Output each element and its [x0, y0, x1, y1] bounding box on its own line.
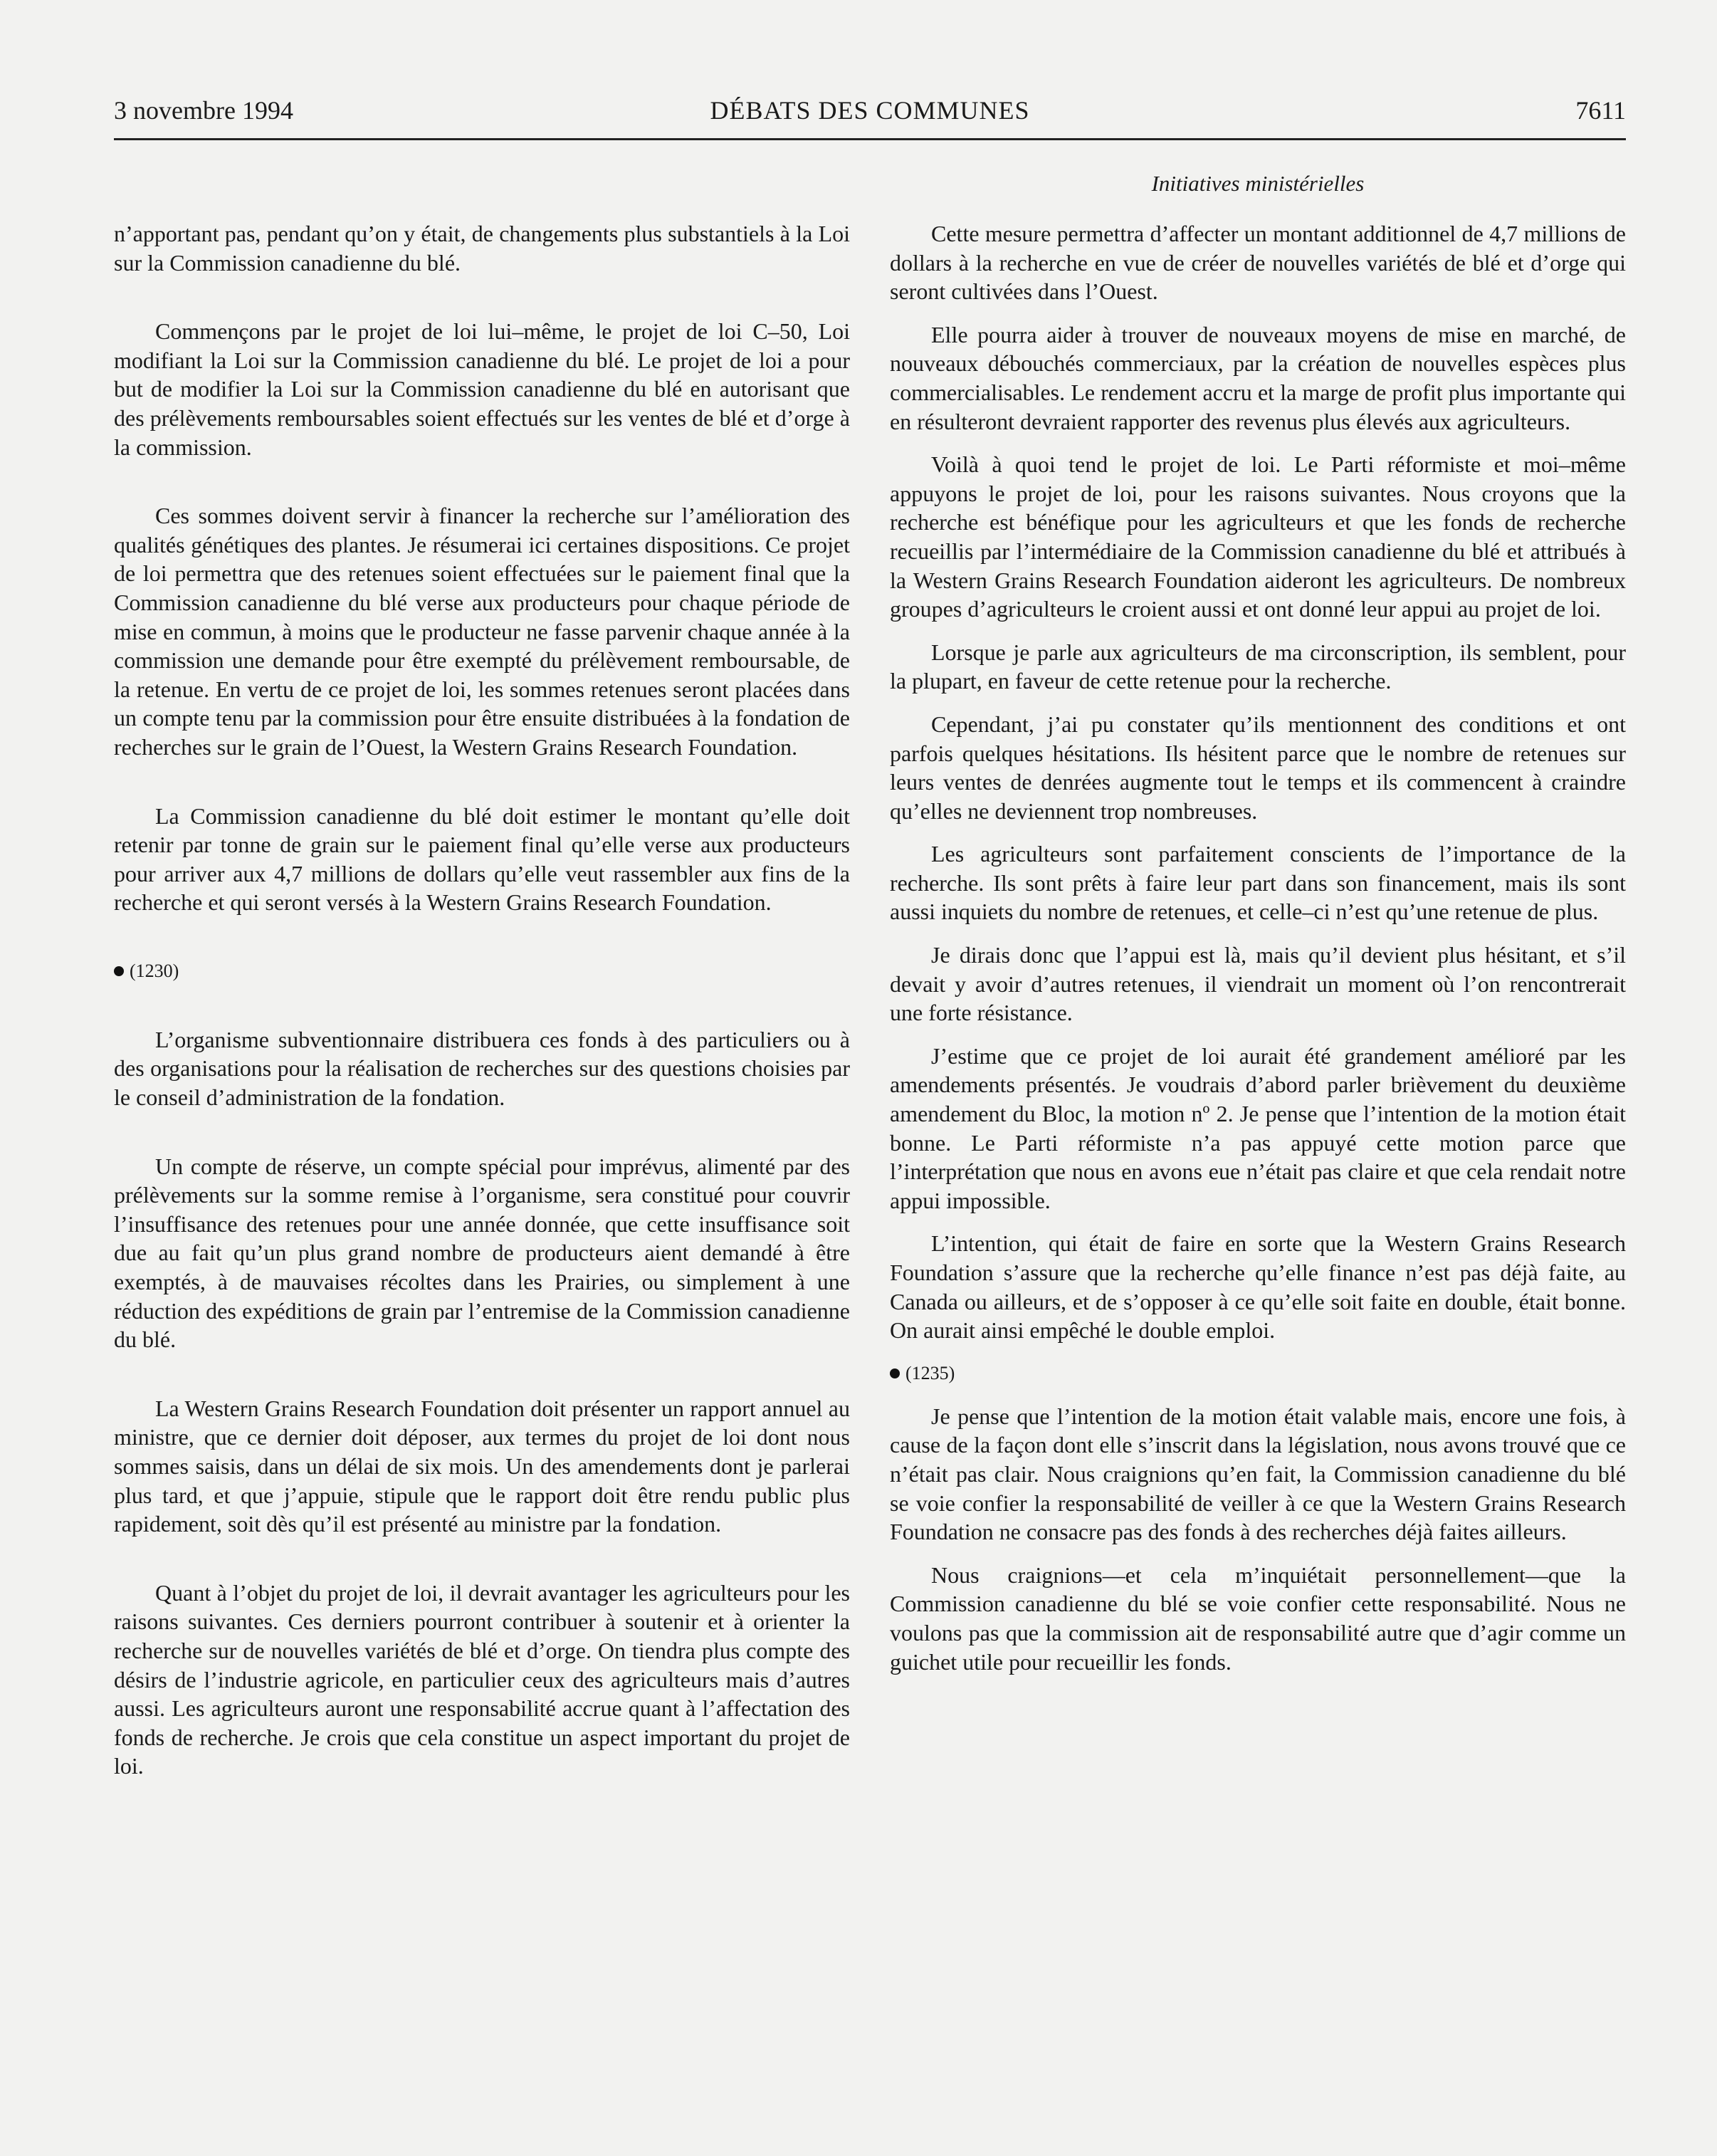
paragraph: Cependant, j’ai pu constater qu’ils mentionnent des conditions et ont parfois quelques hésitations. Ils hésitent parce que le nombre de retenues sur leurs ventes de denrées augmente tout le temps et ils commencent à craindre qu’elles ne deviennent trop nombreuses. — [890, 711, 1626, 824]
timestamp-marker — [114, 957, 850, 985]
paragraph: Je pense que l’intention de la motion était valable mais, encore une fois, à cause de la façon dont elle s’inscrit dans la législation, nous avons trouvé que ce n’était pas clair. Nous craignions qu’en fait, la Commission canadienne du blé se voie confier la responsabilité de veiller à ce que la Western Grains Research Foundation ne consacre pas des fonds à des recherches déjà faites ailleurs. — [890, 1403, 1626, 1545]
paragraph: Les agriculteurs sont parfaitement conscients de l’importance de la recherche. Ils sont prêts à faire leur part dans son financement, mais ils sont aussi inquiets du nombre de retenues, et celle–ci n’est qu’une retenue de plus. — [890, 841, 1626, 925]
right-column — [890, 219, 1626, 1690]
header-title: DÉBATS DES COMMUNES — [710, 96, 1030, 125]
paragraph: Elle pourra aider à trouver de nouveaux moyens de mise en marché, de nouveaux débouchés commerciaux, par la création de nouvelles espèces plus commercialisables. Le rendement accru et la marge de profit plus importante qui en résulteront devraient rapporter des revenus plus élevés aux agriculteurs. — [890, 321, 1626, 434]
timestamp-text: (1235) — [905, 1362, 955, 1383]
timestamp-marker — [890, 1359, 1626, 1388]
paragraph: n’apportant pas, pendant qu’on y était, de changements plus substantiels à la Loi sur la Commission canadienne du blé. — [114, 221, 850, 276]
left-column — [114, 219, 850, 1821]
header-rule — [114, 138, 1626, 140]
paragraph: J’estime que ce projet de loi aurait été grandement amélioré par les amendements présentés. Je voudrais d’abord parler brièvement du deuxième amendement du Bloc, la motion nº 2. Je pense que l’intention de la motion était bonne. Le Parti réformiste n’a pas appuyé cette motion parce que l’interprétation que nous en avons eue n’était pas claire et que cela rendait notre appui impossible. — [890, 1042, 1626, 1213]
section-label: Initiatives ministérielles — [1151, 171, 1365, 196]
paragraph: La Commission canadienne du blé doit estimer le montant qu’elle doit retenir par tonne de grain sur le paiement final qu’elle verse aux producteurs pour arriver aux 4,7 millions de dollars qu’elle veut rassembler aux fins de la recherche et qui seront versés à la Western Grains Research Foundation. — [114, 802, 850, 916]
paragraph: L’intention, qui était de faire en sorte que la Western Grains Research Foundation s’assure que la recherche qu’elle finance n’est pas déjà faite, au Canada ou ailleurs, et de s’opposer à ce qu’elle soit faite en double, était bonne. On aurait ainsi empêché le double emploi. — [890, 1230, 1626, 1344]
paragraph: Nous craignions—et cela m’inquiétait personnellement—que la Commission canadienne du blé se voie confier cette responsabilité. Nous ne voulons pas que la commission ait de responsabilité autre que d’agir comme un guichet utile pour recueillir les fonds. — [890, 1561, 1626, 1675]
paragraph: Cette mesure permettra d’affecter un montant additionnel de 4,7 millions de dollars à la recherche en vue de créer de nouvelles variétés de blé et d’orge qui seront cultivées dans l’Ouest. — [890, 221, 1626, 305]
paragraph: Commençons par le projet de loi lui–même, le projet de loi C–50, Loi modifiant la Loi sur la Commission canadienne du blé. Le projet de loi a pour but de modifier la Loi sur la Commission canadienne du blé en autorisant que des prélèvements remboursables soient effectués sur les ventes de blé et d’orge à la commission. — [114, 318, 850, 460]
page-number: 7611 — [1575, 96, 1626, 125]
bullet-icon — [114, 966, 124, 976]
paragraph: Je dirais donc que l’appui est là, mais qu’il devient plus hésitant, et s’il devait y avoir d’autres retenues, il viendrait un moment où l’on rencontrerait une forte résistance. — [890, 942, 1626, 1026]
paragraph: Voilà à quoi tend le projet de loi. Le Parti réformiste et moi–même appuyons le projet de loi, pour les raisons suivantes. Nous croyons que la recherche est bénéfique pour les agriculteurs et que les fonds de recherche recueillis par l’intermédiaire de la Commission canadienne du blé et attribués à la Western Grains Research Foundation aideront les agriculteurs. De nombreux groupes d’agriculteurs le croient aussi et ont donné leur appui au projet de loi. — [890, 451, 1626, 622]
timestamp-text: (1230) — [130, 960, 179, 981]
bullet-icon — [890, 1369, 900, 1378]
paragraph: La Western Grains Research Foundation doit présenter un rapport annuel au ministre, que ce dernier doit déposer, aux termes du projet de loi dont nous sommes saisis, dans un délai de six mois. Un des amendements dont je parlerai plus tard, et que j’appuie, stipule que le rapport doit être rendu public plus rapidement, soit dès qu’il est présenté au ministre par la fondation. — [114, 1395, 850, 1537]
paragraph: Ces sommes doivent servir à financer la recherche sur l’amélioration des qualités génétiques des plantes. Je résumerai ici certaines dispositions. Ce projet de loi permettra que des retenues soient effectuées sur le paiement final que la Commission canadienne du blé verse aux producteurs pour chaque période de mise en commun, à moins que le producteur ne fasse parvenir chaque année à la commission une demande pour être exempté du prélèvement remboursable, de la retenue. En vertu de ce projet de loi, les sommes retenues seront placées dans un compte tenu par la commission pour être ensuite distribuées à la fondation de recherches sur le grain de l’Ouest, la Western Grains Research Foundation. — [114, 503, 850, 760]
paragraph: L’organisme subventionnaire distribuera ces fonds à des particuliers ou à des organisations pour la réalisation de recherches sur des questions choisies par le conseil d’administration de la fondation. — [114, 1026, 850, 1111]
page-header — [114, 93, 1626, 135]
paragraph: Quant à l’objet du projet de loi, il devrait avantager les agriculteurs pour les raisons suivantes. Ces derniers pourront contribuer à soutenir et à orienter la recherche sur de nouvelles variétés de blé et d’orge. On tiendra plus compte des désirs de l’industrie agricole, en particulier ceux des agriculteurs mais d’autres aussi. Les agriculteurs auront une responsabilité accrue quant à l’affectation des fonds de recherche. Je crois que cela constitue un aspect important du projet de loi. — [114, 1579, 850, 1779]
paragraph: Lorsque je parle aux agriculteurs de ma circonscription, ils semblent, pour la plupart, en faveur de cette retenue pour la recherche. — [890, 639, 1626, 694]
header-date: 3 novembre 1994 — [114, 96, 293, 125]
paragraph: Un compte de réserve, un compte spécial pour imprévus, alimenté par des prélèvements sur la somme remise à l’organisme, sera constitué pour couvrir l’insuffisance des retenues pour une année donnée, que cette insuffisance soit due au fait qu’un plus grand nombre de producteurs aient demandé à être exemptés, à de mauvaises récoltes dans les Prairies, ou simplement à une réduction des expéditions de grain par l’entremise de la Commission canadienne du blé. — [114, 1153, 850, 1353]
